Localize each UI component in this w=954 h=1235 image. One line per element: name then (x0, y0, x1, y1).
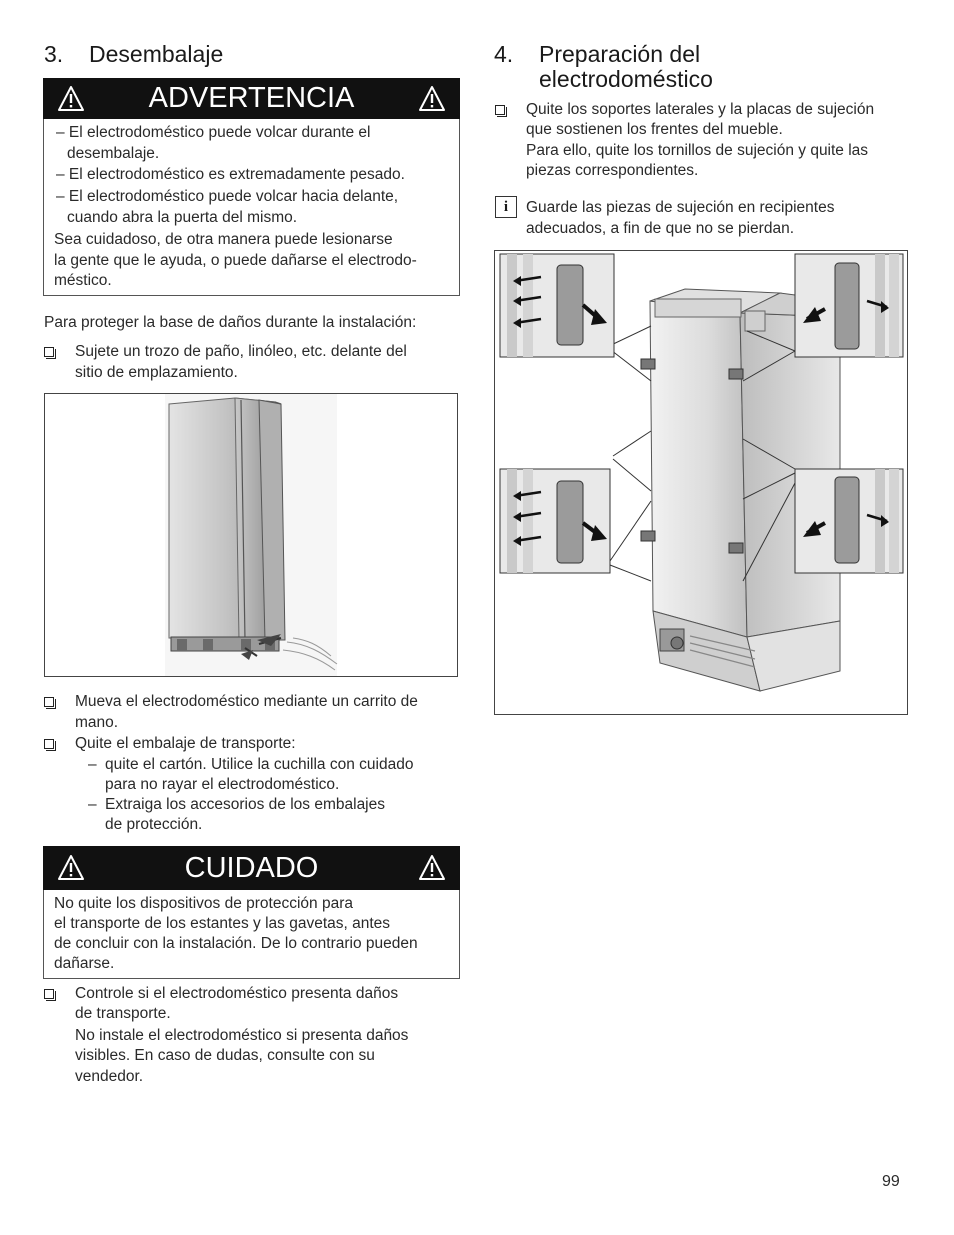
warning-triangle-icon (57, 85, 85, 112)
warning-triangle-icon (418, 85, 446, 112)
section-3-number: 3. (44, 41, 64, 67)
prep-step-extra-line: Para ello, quite los tornillos de sujeción y quite las (526, 142, 869, 159)
step-4-extra-line: No instale el electrodoméstico si presenta daños (75, 1027, 409, 1044)
prep-step-line: que sostienen los frentes del mueble. (526, 121, 783, 138)
step-4-line: de transporte. (75, 1005, 171, 1022)
section-4-title-line1: Preparación del (539, 41, 701, 67)
cuidado-body (43, 890, 460, 979)
prep-step-extra-line: piezas correspondientes. (526, 162, 699, 179)
step-2-line: Mueva el electrodoméstico mediante un carrito de (75, 693, 418, 710)
page-number: 99 (882, 1173, 900, 1190)
advertencia-note-line: la gente que le ayuda, o puede dañarse el electrodo- (54, 252, 417, 269)
checkbox-bullet-icon (495, 105, 505, 115)
section-3-title: Desembalaje (89, 41, 224, 67)
checkbox-bullet-icon (44, 697, 54, 707)
step-4-extra-line: visibles. En caso de dudas, consulte con su (75, 1047, 375, 1064)
bracket-removal-figure (495, 251, 907, 714)
inset-bottom-right (795, 469, 903, 573)
advertencia-item-line: cuando abra la puerta del mismo. (67, 209, 298, 226)
checkbox-bullet-icon (44, 739, 54, 749)
cuidado-caution-box (43, 846, 460, 979)
advertencia-title-bar (43, 78, 460, 119)
advertencia-note-line: méstico. (54, 272, 112, 289)
advertencia-body (43, 119, 460, 296)
step-3-sub-line: Extraiga los accesorios de los embalajes (105, 796, 385, 813)
cuidado-title: CUIDADO (184, 851, 319, 884)
advertencia-item-line: – El electrodoméstico puede volcar hacia delante, (56, 188, 399, 205)
step-3-sub-line: para no rayar el electrodoméstico. (105, 776, 340, 793)
info-line: adecuados, a fin de que no se pierdan. (526, 220, 795, 237)
advertencia-note-line: Sea cuidadoso, de otra manera puede lesionarse (54, 231, 393, 248)
cuidado-title-bar (43, 846, 460, 890)
step-2-line: mano. (75, 714, 119, 731)
section-4-title-line2: electrodoméstico (539, 66, 713, 92)
advertencia-item-line: – El electrodoméstico puede volcar durante el (56, 124, 371, 141)
prep-step-line: Quite los soportes laterales y la placas de sujeción (526, 101, 875, 118)
step-3-sub-dash: – (88, 796, 97, 813)
advertencia-title: ADVERTENCIA (148, 82, 355, 114)
step-3-sub-dash: – (88, 756, 97, 773)
step-3-text: Quite el embalaje de transporte: (75, 735, 296, 752)
inset-top-right (795, 254, 903, 357)
unpacking-illustration (44, 393, 458, 677)
bracket-removal-illustration (494, 250, 908, 715)
cuidado-line: el transporte de los estantes y las gavetas, antes (54, 915, 391, 932)
advertencia-item-line: – El electrodoméstico es extremadamente pesado. (56, 166, 405, 183)
advertencia-item-line: desembalaje. (67, 145, 160, 162)
section-4-heading (494, 42, 914, 94)
step-4-extra-line: vendedor. (75, 1068, 144, 1085)
step-3-sub-line: quite el cartón. Utilice la cuchilla con cuidado (105, 756, 414, 773)
checkbox-bullet-icon (44, 347, 54, 357)
info-line: Guarde las piezas de sujeción en recipientes (526, 199, 835, 216)
checkbox-bullet-icon (44, 989, 54, 999)
cuidado-line: No quite los dispositivos de protección para (54, 895, 353, 912)
inset-bottom-left (500, 469, 610, 573)
cuidado-line: de concluir con la instalación. De lo contrario pueden (54, 935, 418, 952)
appliance-package-figure (45, 394, 457, 676)
advertencia-warning-box (43, 78, 460, 296)
step-1-line: sitio de emplazamiento. (75, 364, 238, 381)
protect-intro-text: Para proteger la base de daños durante la instalación: (44, 314, 417, 331)
section-3-heading (44, 42, 444, 68)
cuidado-line: dañarse. (54, 955, 115, 972)
step-1-line: Sujete un trozo de paño, linóleo, etc. delante del (75, 343, 407, 360)
step-4-line: Controle si el electrodoméstico presenta daños (75, 985, 399, 1002)
inset-top-left (500, 254, 614, 357)
section-4-number: 4. (494, 41, 514, 67)
warning-triangle-icon (57, 854, 85, 881)
warning-triangle-icon (418, 854, 446, 881)
step-3-sub-line: de protección. (105, 816, 203, 833)
info-icon: i (495, 196, 517, 218)
